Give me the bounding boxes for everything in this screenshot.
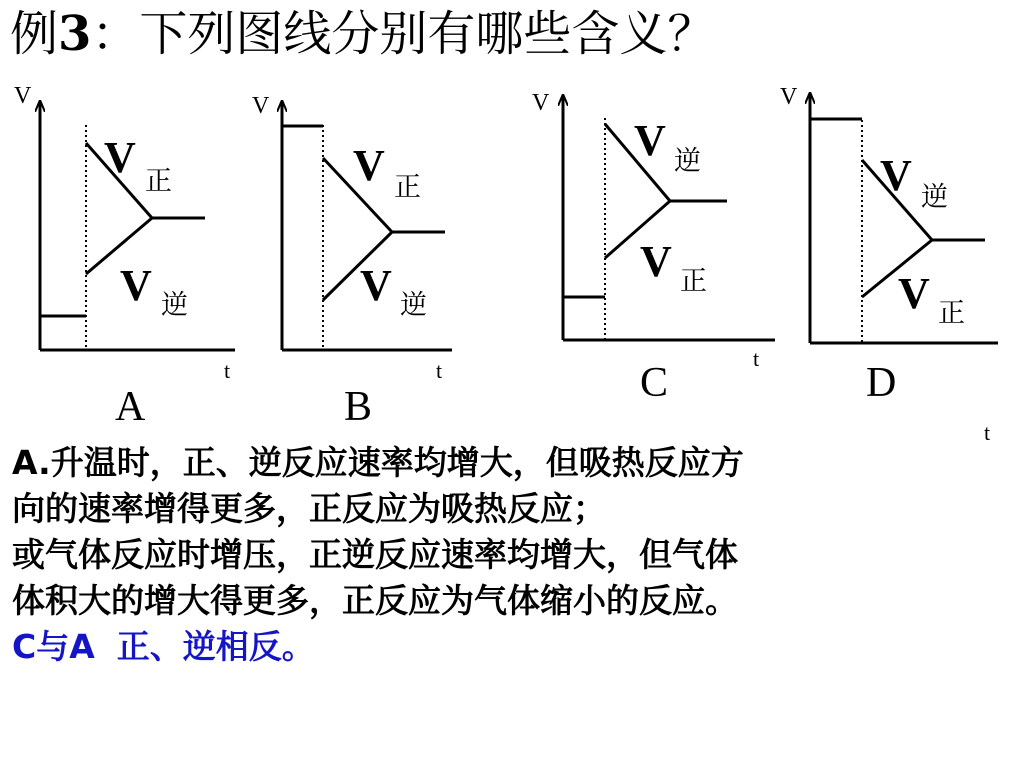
graph-b-y-label: V — [252, 93, 270, 119]
graph-d-lower-v: V — [898, 269, 930, 318]
graph-c — [532, 90, 775, 406]
comparison-subject: C与A — [12, 627, 95, 666]
graph-a-lower-sub: 逆 — [161, 290, 188, 321]
graph-d-upper-sub: 逆 — [921, 182, 948, 213]
comparison-text: 正、逆相反。 — [116, 627, 315, 666]
graph-b-lower-v: V — [360, 261, 392, 310]
graph-b-x-label: t — [436, 358, 443, 383]
graph-d-y-label: V — [780, 84, 798, 110]
graph-b-upper-sub: 正 — [394, 172, 421, 203]
graph-d-letter: D — [866, 360, 897, 406]
graph-d-upper-v: V — [880, 151, 912, 200]
graph-d-lower-sub: 正 — [938, 298, 965, 329]
graph-c-y-label: V — [532, 90, 550, 116]
graph-b — [252, 93, 452, 430]
graph-d-x-label: t — [984, 420, 991, 440]
graph-c-upper-v: V — [634, 116, 666, 165]
explanation-text — [12, 440, 1022, 670]
graph-a-upper-sub: 正 — [145, 166, 172, 197]
graph-a-x-label: t — [224, 358, 231, 383]
explanation-line-1: A.升温时，正、逆反应速率均增大，但吸热反应方 — [12, 443, 744, 482]
graph-b-upper-v: V — [353, 141, 385, 190]
explanation-line-3: 或气体反应时增压，正逆反应速率均增大，但气体 — [12, 535, 738, 574]
graph-c-lower-sub: 正 — [680, 266, 707, 297]
explanation-line-5 — [12, 624, 1022, 670]
graph-c-lower-v: V — [640, 237, 672, 286]
graph-d — [780, 84, 998, 440]
graph-a-lower-v: V — [120, 261, 152, 310]
graph-a-letter: A — [115, 384, 146, 430]
graph-c-x-label: t — [753, 346, 760, 371]
graph-c-upper-sub: 逆 — [674, 146, 701, 177]
graph-a-upper-v: V — [104, 133, 136, 182]
explanation-line-4: 体积大的增大得更多，正反应为气体缩小的反应。 — [12, 581, 738, 620]
graph-b-letter: B — [344, 384, 373, 430]
graph-b-lower-sub: 逆 — [400, 290, 427, 321]
graph-a — [14, 83, 235, 430]
graph-a-y-label: V — [14, 83, 32, 109]
title-prefix: 例 — [10, 6, 59, 62]
graph-c-letter: C — [640, 360, 669, 406]
title-rest: ：下列图线分别有哪些含义？ — [91, 6, 716, 62]
explanation-line-2: 向的速率增得更多，正反应为吸热反应； — [12, 489, 606, 528]
title-number: 3 — [58, 6, 92, 62]
